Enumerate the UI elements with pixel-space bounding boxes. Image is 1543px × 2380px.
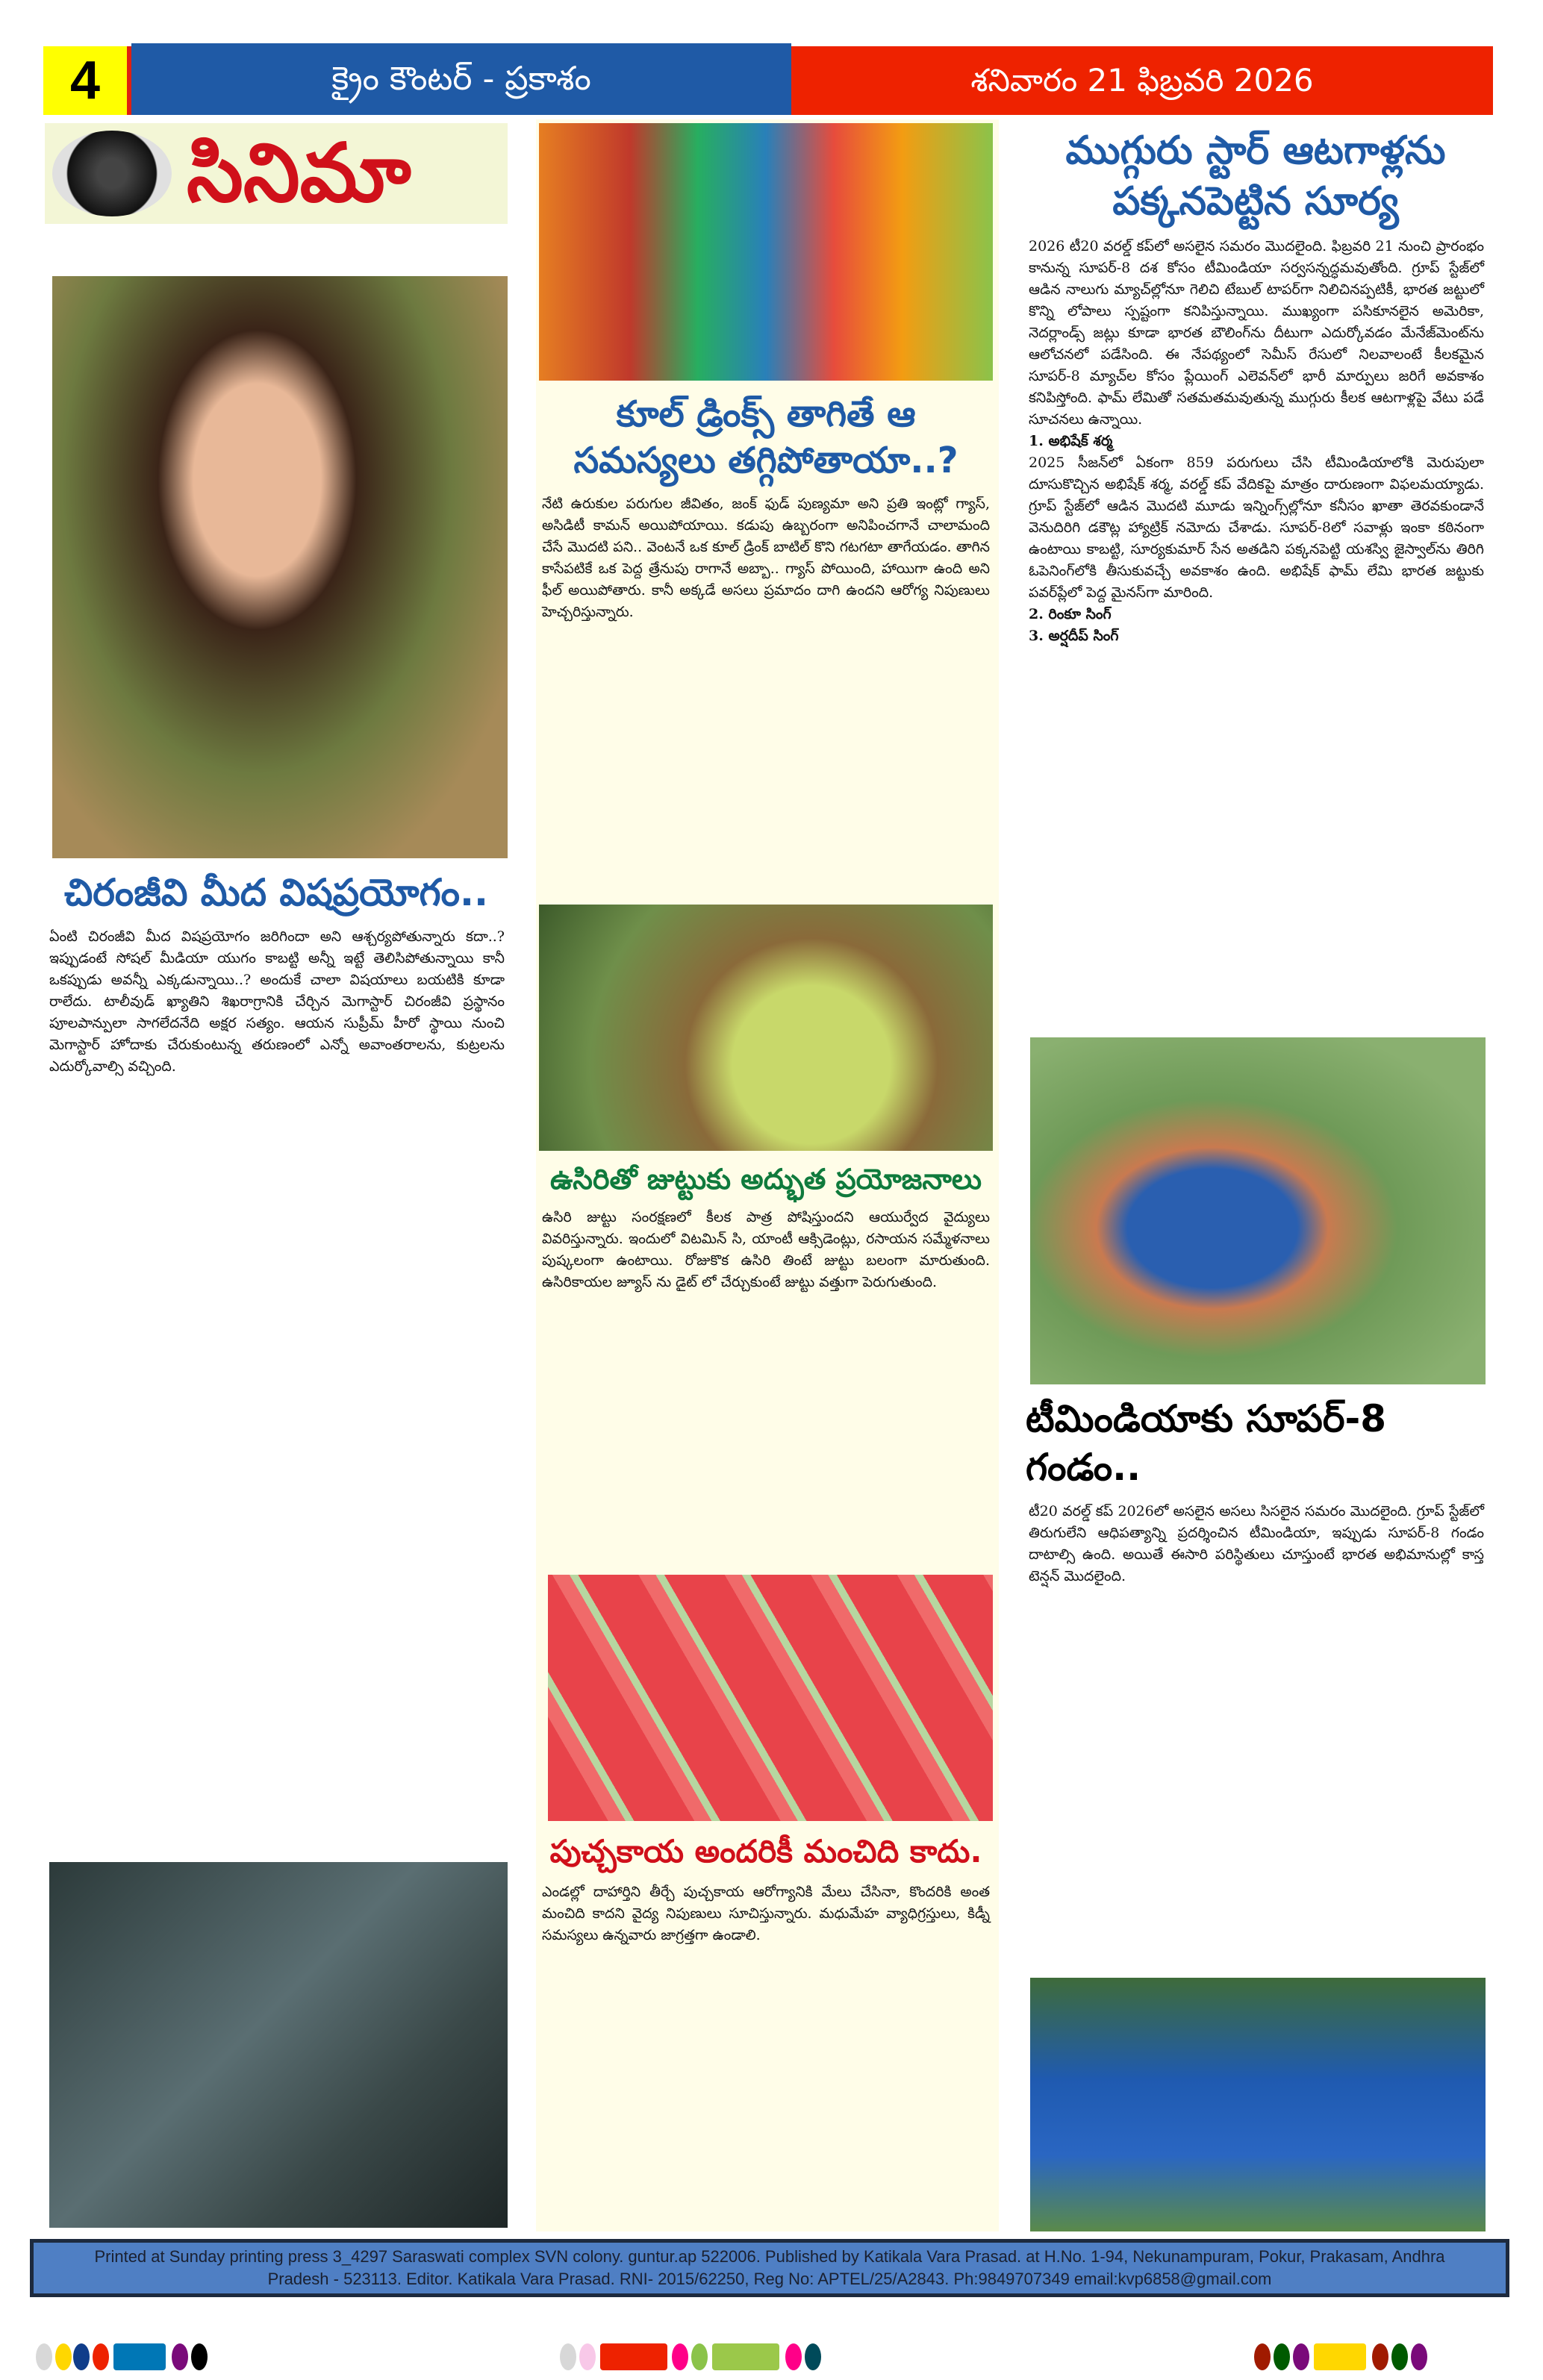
- left-column: [45, 123, 508, 2228]
- subhead-rinku: 2. రింకూ సింగ్: [1029, 606, 1112, 623]
- registration-mark: [691, 2343, 708, 2370]
- amla-photo: [539, 905, 993, 1151]
- registration-mark: [672, 2343, 688, 2370]
- cinema-section-logo: [45, 123, 508, 224]
- team-india-photo: [1030, 1978, 1486, 2231]
- registration-mark: [73, 2343, 90, 2370]
- cool-drinks-headline: కూల్ డ్రింక్స్ తాగితే ఆ సమస్యలు తగ్గిపోతాయా..?: [573, 393, 958, 482]
- registration-mark: [55, 2343, 72, 2370]
- registration-mark: [805, 2343, 821, 2370]
- super8-headline: టీమిండియాకు సూపర్-8 గండం..: [1026, 1397, 1387, 1490]
- registration-mark: [113, 2343, 166, 2370]
- page-number: 4: [43, 46, 131, 115]
- surya-intro: 2026 టీ20 వరల్డ్ కప్‌లో అసలైన సమరం మొదలైంది. ఫిబ్రవరి 21 నుంచి ప్రారంభం కానున్న సూపర్-8 దశ కోసం టీమిండియా సర్వసన్నద్ధమవుతోంది. గ్రూప్ స్టేజ్‌లో ఆడిన నాలుగు మ్యాచ్‌ల్లోనూ గెలిచి టేబుల్ టాపర్‌గా నిలిచినప్పటికీ, భారత జట్టులో కొన్ని లోపాలు స్పష్టంగా కనిపిస్తున్నాయి. ముఖ్యంగా పసికూనలైన అమెరికా, నెదర్లాండ్స్ జట్లు కూడా భారత బౌలింగ్‌ను దీటుగా ఎదుర్కోవడం మేనేజ్‌మెంట్‌ను ఆలోచనలో పడేసింది. ఈ నేపథ్యంలో సెమీస్ రేసులో నిలవాలంటే కీలకమైన సూపర్-8 మ్యాచ్‌ల కోసం ప్లేయింగ్ ఎలెవన్‌లో భారీ మార్పులు జరిగే అవకాశం కనిపిస్తోంది. ఫామ్ లేమితో సతమతమవుతున్న ముగ్గురు కీలక ఆటగాళ్లపై వేటు పడే సూచనలు ఉన్నాయి.: [1029, 238, 1484, 428]
- cool-drinks-body: నేటి ఉరుకుల పరుగుల జీవితం, జంక్ ఫుడ్ పుణ్యమా అని ప్రతి ఇంట్లో గ్యాస్, అసిడిటీ కామన్ అయిపోయాయి. కడుపు ఉబ్బరంగా అనిపించగానే చాలామంది చేసే మొదటి పని.. వెంటనే ఒక కూల్ డ్రింక్ బాటిల్ కొని గటగటా తాగేయడం. తాగిన కాసేపటికే ఒక పెద్ద త్రేనుపు రాగానే అబ్బా.. గ్యాస్ పోయింది, హాయిగా ఉంది అని ఫీల్ అయిపోతారు. కానీ అక్కడే అసలు ప్రమాదం దాగి ఉందని ఆరోగ్య నిపుణులు హెచ్చరిస్తున్నారు.: [542, 495, 990, 620]
- watermelon-headline: పుచ్చకాయ అందరికీ మంచిది కాదు.: [549, 1833, 982, 1870]
- registration-mark: [93, 2343, 109, 2370]
- registration-mark: [1411, 2343, 1427, 2370]
- imprint-footer: [30, 2239, 1509, 2297]
- registration-mark: [600, 2343, 667, 2370]
- amla-headline: ఉసిరితో జుట్టుకు అద్భుత ప్రయోజనాలు: [549, 1162, 982, 1196]
- middle-column: [539, 123, 993, 2228]
- imprint-line-1: Printed at Sunday printing press 3_4297 Saraswati complex SVN colony. guntur.ap 522006. Published by Katikala Vara Prasad. at H.No. 1-94, Nekunampuram, Pokur, Prakasam, Andhra: [94, 2247, 1445, 2266]
- imprint-line-2: Pradesh - 523113. Editor. Katikala Vara Prasad. RNI- 2015/62250, Reg No: APTEL/25/A2843. Ph:9849707349 email:kvp6858@gmail.com: [267, 2270, 1272, 2288]
- registration-mark: [1372, 2343, 1388, 2370]
- surya-headline: ముగ్గురు స్టార్ ఆటగాళ్లను పక్కనపెట్టిన సూర్య: [1065, 128, 1446, 224]
- color-registration-marks: [30, 2343, 1515, 2373]
- registration-mark: [1391, 2343, 1408, 2370]
- chiranjeevi-photo: [49, 1862, 508, 2228]
- chiranjeevi-body: ఏంటి చిరంజీవి మీద విషప్రయోగం జరిగిందా అని ఆశ్చర్యపోతున్నారు కదా..? ఇప్పుడంటే సోషల్ మీడియా యుగం కాబట్టి అన్నీ ఇట్టే తెలిసిపోతున్నాయి కానీ ఒకప్పుడు అవన్నీ ఎక్కడున్నాయి..? అందుకే చాలా విషయాలు బయటికి కూడా రాలేదు. టాలీవుడ్ ఖ్యాతిని శిఖరాగ్రానికి చేర్చిన మెగాస్టార్ చిరంజీవి ప్రస్థానం పూలపాన్పులా సాగలేదనేది అక్షర సత్యం. ఆయన సుప్రీమ్ హీరో స్థాయి నుంచి మెగాస్టార్ హోదాకు చేరుకుంటున్న తరుణంలో ఎన్నో అవాంతరాలను, కుట్రలను ఎదుర్కోవాల్సి వచ్చింది.: [49, 928, 505, 1075]
- amla-body: ఉసిరి జుట్టు సంరక్షణలో కీలక పాత్ర పోషిస్తుందని ఆయుర్వేద వైద్యులు వివరిస్తున్నారు. ఇందులో విటమిన్ సి, యాంటీ ఆక్సిడెంట్లు, రసాయన సమ్మేళనాలు పుష్కలంగా ఉంటాయి. రోజుకొక ఉసిరి తింటే జుట్టు బలంగా మారుతుంది. ఉసిరికాయల జ్యూస్ ను డైట్ లో చేర్చుకుంటే జుట్టు వత్తుగా పెరుగుతుంది.: [542, 1209, 990, 1291]
- subhead-arshdeep: 3. అర్షదీప్ సింగ్: [1029, 628, 1119, 645]
- issue-date: శనివారం 21 ఫిబ్రవరి 2026: [791, 46, 1493, 115]
- registration-mark: [191, 2343, 208, 2370]
- right-column: [1026, 123, 1486, 2231]
- registration-mark: [1274, 2343, 1290, 2370]
- publication-title: క్రైం కౌంటర్ - ప్రకాశం: [131, 43, 791, 115]
- registration-mark: [172, 2343, 188, 2370]
- cinema-logo-text: సినిమా: [187, 127, 411, 220]
- registration-mark: [712, 2343, 779, 2370]
- watermelon-photo: [548, 1575, 993, 1821]
- abhishek-body: 2025 సీజన్‌లో ఏకంగా 859 పరుగులు చేసి టీమిండియాలోకి మెరుపులా దూసుకొచ్చిన అభిషేక్ శర్మ, వరల్డ్ కప్ వేదికపై మాత్రం దారుణంగా విఫలమయ్యాడు. గ్రూప్ స్టేజ్‌లో ఆడిన మొదటి మూడు ఇన్నింగ్స్‌ల్లోనూ కనీసం ఖాతా తెరవకుండానే వెనుదిరిగి డకౌట్ల హ్యాట్రిక్ నమోదు చేశాడు. సూపర్-8లో సవాళ్లు ఇంకా కఠినంగా ఉంటాయి కాబట్టి, సూర్యకుమార్ సేన అతడిని పక్కనపెట్టి యశస్వి జైస్వాల్‌ను తిరిగి ఓపెనింగ్‌లోకి తీసుకువచ్చే అవకాశం ఉంది. అభిషేక్ ఫామ్ లేమి భారత జట్టుకు పవర్‌ప్లేలో పెద్ద మైనస్‌గా మారింది.: [1029, 455, 1484, 602]
- registration-mark: [1293, 2343, 1309, 2370]
- cricketer-photo: [1030, 1037, 1486, 1384]
- registration-mark: [560, 2343, 576, 2370]
- registration-mark: [785, 2343, 802, 2370]
- subhead-abhishek: 1. అభిషేక్ శర్మ: [1029, 433, 1113, 450]
- watermelon-body: ఎండల్లో దాహార్తిని తీర్చే పుచ్చకాయ ఆరోగ్యానికి మేలు చేసినా, కొందరికి అంత మంచిది కాదని వైద్య నిపుణులు సూచిస్తున్నారు. మధుమేహ వ్యాధిగ్రస్తులు, కిడ్నీ సమస్యలు ఉన్నవారు జాగ్రత్తగా ఉండాలి.: [542, 1883, 990, 1943]
- registration-mark: [579, 2343, 596, 2370]
- actress-photo: [52, 276, 508, 858]
- super8-body: టీ20 వరల్డ్ కప్ 2026లో అసలైన అసలు సిసలైన సమరం మొదలైంది. గ్రూప్ స్టేజ్‌లో తిరుగులేని ఆధిపత్యాన్ని ప్రదర్శించిన టీమిండియా, ఇప్పుడు సూపర్-8 గండం దాటాల్సి ఉంది. అయితే ఈసారి పరిస్థితులు చూస్తుంటే భారత అభిమానుల్లో కాస్త టెన్షన్ మొదలైంది.: [1029, 1503, 1484, 1585]
- cool-drinks-photo: [539, 123, 993, 381]
- surya-article: [1026, 236, 1486, 1025]
- registration-mark: [1314, 2343, 1366, 2370]
- registration-mark: [36, 2343, 52, 2370]
- film-reel-icon: [52, 131, 172, 216]
- chiranjeevi-headline: చిరంజీవి మీద విషప్రయోగం..: [63, 871, 488, 914]
- registration-mark: [1254, 2343, 1271, 2370]
